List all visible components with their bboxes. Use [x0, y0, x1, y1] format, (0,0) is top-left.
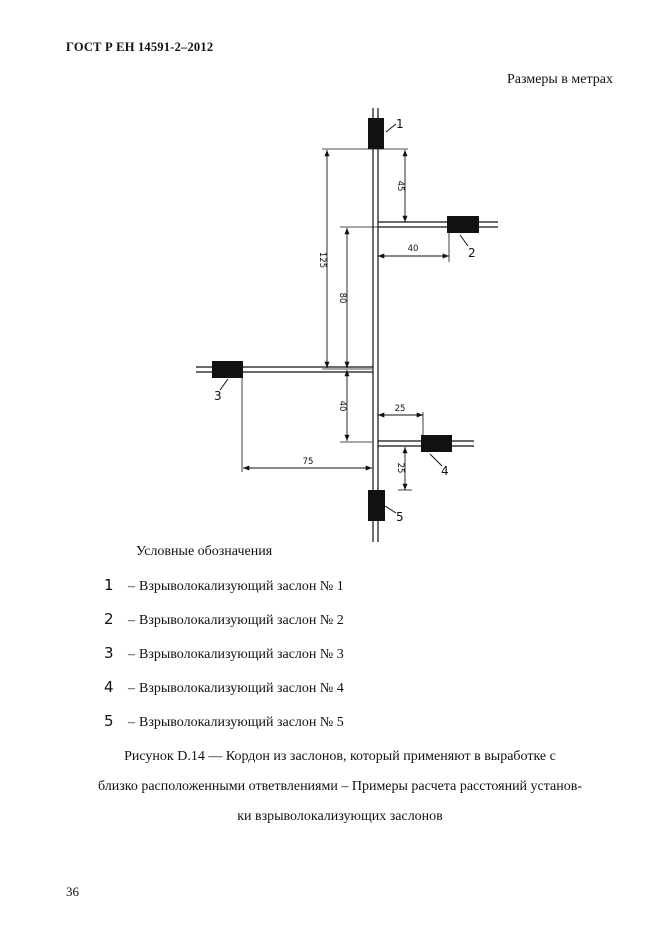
barrier-3: [212, 361, 243, 378]
main-gallery: [373, 108, 378, 542]
dim-value-80: 80: [337, 292, 347, 304]
leader-1: [386, 124, 396, 132]
barrier-1: [368, 118, 384, 149]
dim-value-45: 45: [395, 180, 405, 192]
legend-text: Взрыволокализующий заслон № 5: [139, 715, 344, 730]
legend-number: 2: [104, 610, 114, 628]
legend-text: Взрыволокализующий заслон № 2: [139, 613, 344, 628]
dim-value-40-horizontal: 40: [407, 244, 419, 254]
legend-dash: –: [128, 613, 135, 628]
legend-list: [104, 576, 344, 746]
barrier-5: [368, 490, 385, 521]
legend-number: 3: [104, 644, 114, 662]
leader-2: [460, 235, 468, 246]
barrier-label-2: 2: [468, 246, 476, 260]
dim-value-25-vertical: 25: [395, 462, 405, 474]
document-code: ГОСТ Р ЕН 14591-2–2012: [66, 40, 214, 54]
barrier-2: [447, 216, 479, 233]
legend-item: [104, 644, 344, 678]
barrier-label-1: 1: [396, 117, 404, 131]
dim-value-40-vertical: 40: [337, 400, 347, 412]
caption-line: ки взрыволокализующих заслонов: [237, 809, 443, 824]
legend-item: [104, 576, 344, 610]
legend-text: Взрыволокализующий заслон № 1: [139, 579, 344, 594]
legend-dash: –: [128, 579, 135, 594]
legend-dash: –: [128, 681, 135, 696]
legend-dash: –: [128, 647, 135, 662]
legend-text: Взрыволокализующий заслон № 3: [139, 647, 344, 662]
legend-number: 1: [104, 576, 114, 594]
dim-value-75: 75: [302, 457, 314, 467]
legend-dash: –: [128, 715, 135, 730]
branch-upper-right: [378, 222, 498, 227]
barrier-label-4: 4: [441, 464, 449, 478]
caption-line: близко расположенными ответвлениями – Примеры расчета расстояний установ-: [97, 779, 583, 794]
barrier-label-5: 5: [396, 510, 404, 524]
units-note: Размеры в метрах: [507, 72, 613, 87]
figure-caption: [60, 742, 620, 832]
page-number: 36: [66, 884, 79, 899]
dim-value-125: 125: [317, 251, 327, 269]
legend-number: 5: [104, 712, 114, 730]
legend-title: Условные обозначения: [136, 544, 273, 559]
barrier-4: [421, 435, 452, 452]
caption-line: Рисунок D.14 — Кордон из заслонов, который применяют в выработке с: [124, 749, 556, 764]
barrier-label-3: 3: [214, 389, 222, 403]
legend-item: [104, 712, 344, 746]
legend-number: 4: [104, 678, 114, 696]
leader-5: [385, 506, 396, 513]
legend-text: Взрыволокализующий заслон № 4: [139, 681, 344, 696]
dim-value-25-horizontal: 25: [394, 404, 406, 414]
legend-item: [104, 678, 344, 712]
legend-item: [104, 610, 344, 644]
